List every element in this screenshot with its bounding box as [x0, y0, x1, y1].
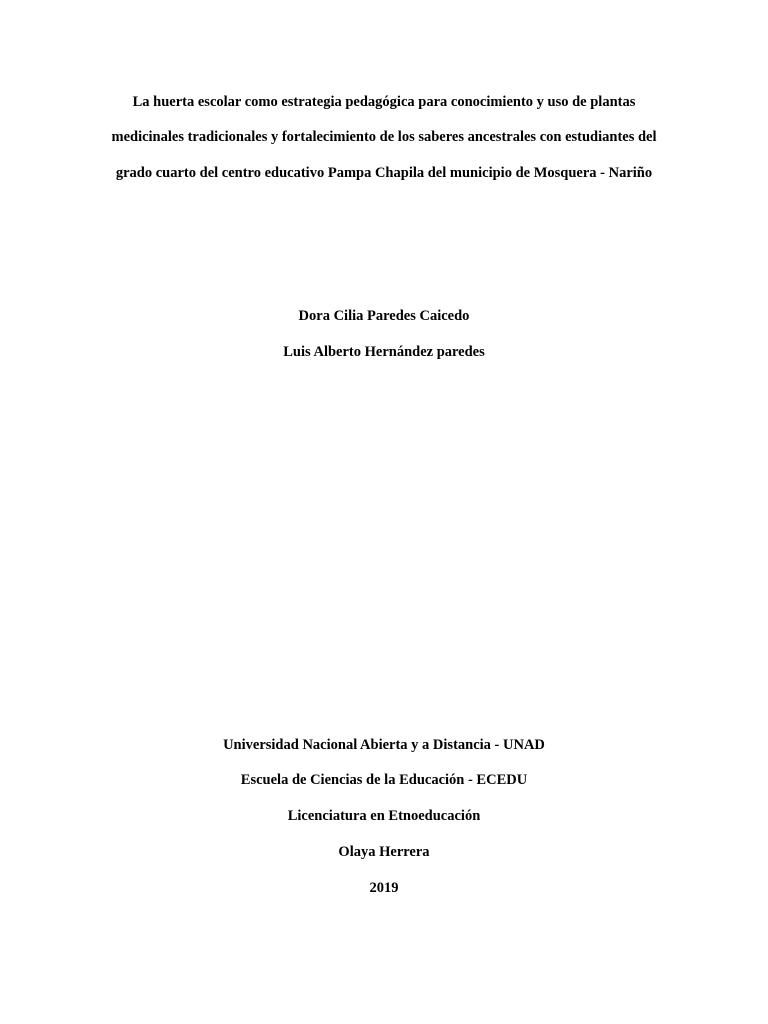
- title-line-2: medicinales tradicionales y fortalecimiento de los saberes ancestrales con estudiantes del: [111, 129, 657, 145]
- author-2: Luis Alberto Hernández paredes: [283, 344, 485, 360]
- title-line-1: La huerta escolar como estrategia pedagógica para conocimiento y uso de plantas: [132, 94, 636, 110]
- year: 2019: [369, 880, 399, 896]
- location: Olaya Herrera: [338, 844, 430, 860]
- title-line-3: grado cuarto del centro educativo Pampa Chapila del municipio de Mosquera - Nariño: [115, 165, 653, 181]
- program-name: Licenciatura en Etnoeducación: [287, 808, 481, 824]
- author-1: Dora Cilia Paredes Caicedo: [298, 308, 470, 324]
- school-name: Escuela de Ciencias de la Educación - ECEDU: [240, 772, 528, 788]
- university-name: Universidad Nacional Abierta y a Distancia - UNAD: [223, 737, 545, 753]
